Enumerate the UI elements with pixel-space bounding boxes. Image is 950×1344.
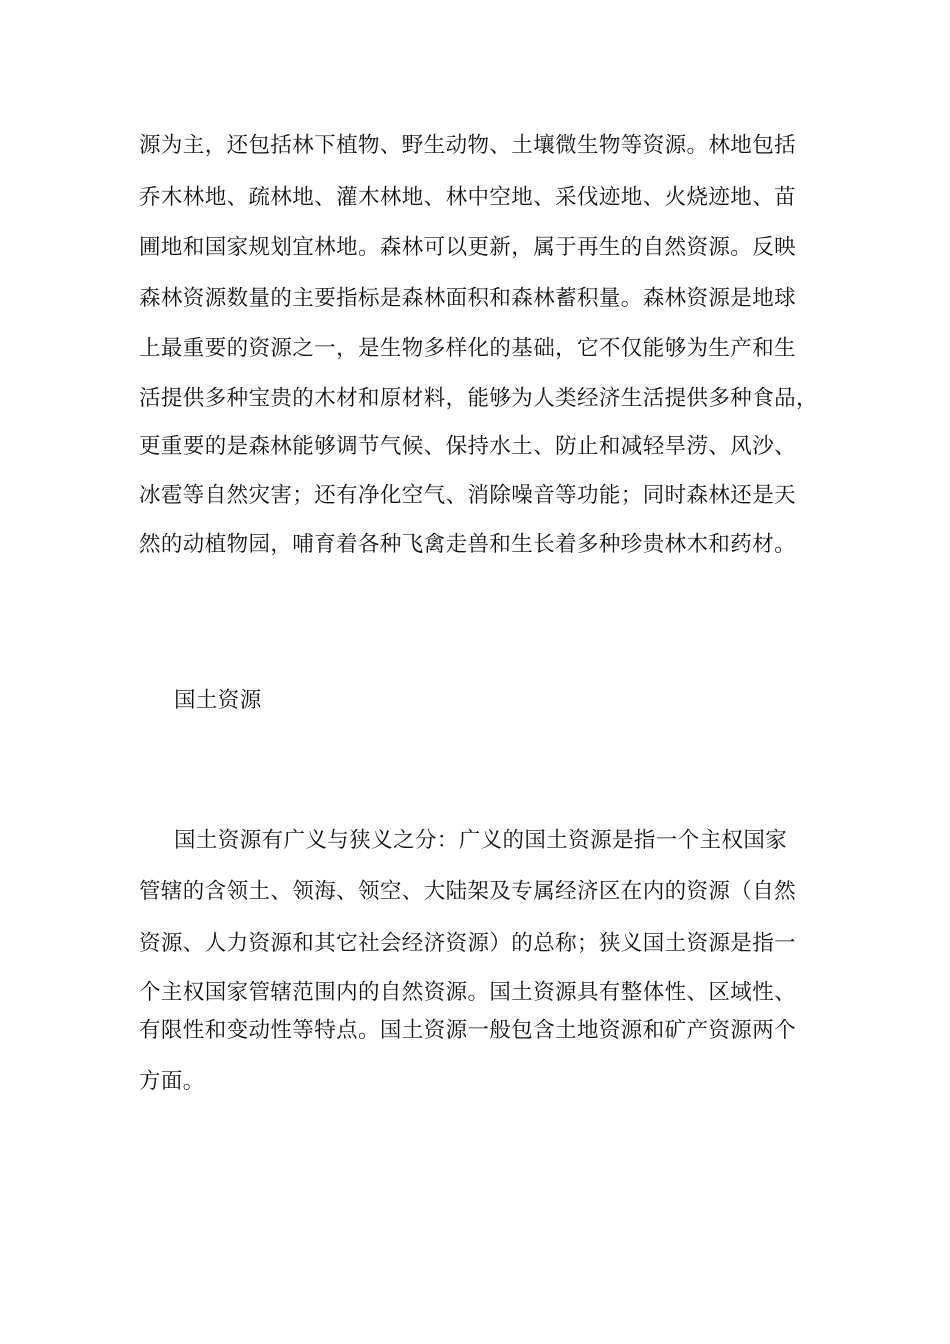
text-line: 有限性和变动性等特点。国土资源一般包含土地资源和矿产资源两个 [139, 1018, 797, 1043]
text-line: 森林资源数量的主要指标是森林面积和森林蓄积量。森林资源是地球 [139, 286, 797, 311]
text-line: 冰雹等自然灾害；还有净化空气、消除噪音等功能；同时森林还是天 [139, 483, 797, 508]
text-line: 乔木林地、疏林地、灌木林地、林中空地、采伐迹地、火烧迹地、苗 [139, 185, 797, 210]
section-heading: 国土资源 [174, 688, 262, 713]
text-line: 资源、人力资源和其它社会经济资源）的总称；狭义国土资源是指一 [139, 931, 797, 956]
text-line: 然的动植物园，哺育着各种飞禽走兽和生长着多种珍贵林木和药材。 [139, 532, 797, 557]
text-line: 圃地和国家规划宜林地。森林可以更新，属于再生的自然资源。反映 [139, 235, 797, 260]
text-line: 管辖的含领土、领海、领空、大陆架及专属经济区在内的资源（自然 [139, 879, 797, 904]
text-line: 活提供多种宝贵的木材和原材料，能够为人类经济生活提供多种食品， [139, 386, 818, 411]
text-line: 上最重要的资源之一，是生物多样化的基础，它不仅能够为生产和生 [139, 336, 797, 361]
text-line: 国土资源有广义与狭义之分：广义的国土资源是指一个主权国家 [174, 828, 788, 853]
text-line: 源为主，还包括林下植物、野生动物、土壤微生物等资源。林地包括 [139, 133, 797, 158]
text-line: 方面。 [139, 1069, 205, 1094]
text-line: 更重要的是森林能够调节气候、保持水土、防止和减轻旱涝、风沙、 [139, 434, 797, 459]
text-line: 个主权国家管辖范围内的自然资源。国土资源具有整体性、区域性、 [139, 980, 797, 1005]
